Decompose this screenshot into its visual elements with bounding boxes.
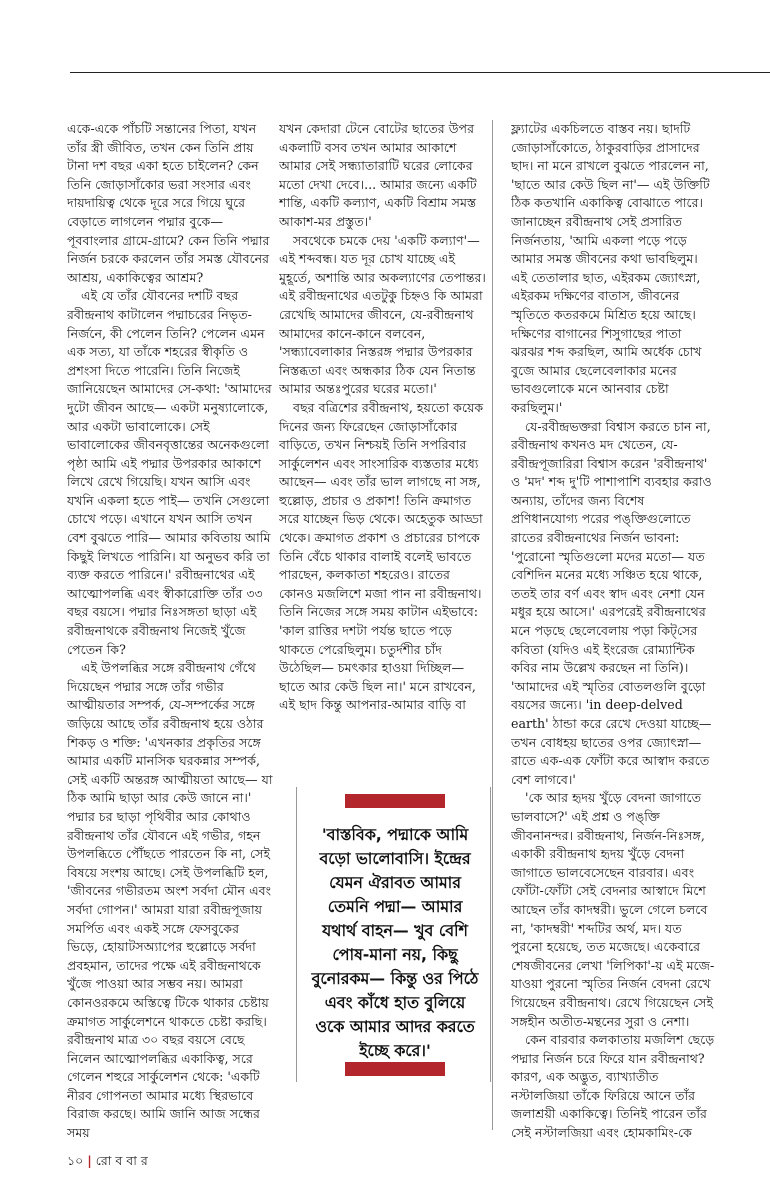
paragraph: এই উপলব্ধির সঙ্গে রবীন্দ্রনাথ গেঁথে দিয়েছেন পদ্মার সঙ্গে তাঁর গভীর আত্মীয়তার সম্পর্ক, যে-সম্পর্কের সঙ্গে জড়িয়ে আছে তাঁর রবীন্দ্রনাথ হয়ে ওঠার শিকড় ও শক্তি: 'এখনকার প্রকৃতির সঙ্গে আমার একটি মানসিক ঘরকন্নার সম্পর্ক, সেই একটি অন্তরঙ্গ আত্মীয়তা আছে— যা ঠিক আমি ছাড়া আর কেউ জানে না।' পদ্মার চর ছাড়া পৃথিবীর আর কোথাও রবীন্দ্রনাথ তাঁর যৌবনে এই গভীর, গহন উপলব্ধিতে পৌঁছতে পারতেন কি না, সেই বিষয়ে সংশয় আছে। সেই উপলব্ধিটি হল, 'জীবনের গভীরতম অংশ সর্বদা মৌন এবং সর্বদা গোপন।' আমরা যারা রবীন্দ্রপূজায় সমর্পিত এবং একই সঙ্গে ফেসবুকের ভিড়ে, হোয়াটসঅ্যাপের হুল্লোড়ে সর্বদা প্রবহমান, তাদের পক্ষে এই রবীন্দ্রনাথকে খুঁজে পাওয়া আর সম্ভব নয়। আমরা কোনওরকমে অস্তিত্বে টিকে থাকার চেষ্টায় ক্রমাগত সার্কুলেশনে থাকতে চেষ্টা করছি। রবীন্দ্রনাথ মাত্র ৩০ বছর বয়সে বেছে নিলেন আত্মোপলব্ধির একাকিত্ব, সরে গেলেন শহুরে সার্কুলেশন থেকে: 'একটি নীরব গোপনতা আমার মধ্যে স্থিরভাবে বিরাজ করছে। আমি জানি আজ সন্ধের সময় xyxy=(67,660,273,1141)
column-divider xyxy=(492,120,493,1130)
paragraph: 'কে আর হৃদয় খুঁড়ে বেদনা জাগাতে ভালবাসে?' এই প্রশ্ন ও পঙ্‌ক্তি জীবনানন্দর। রবীন্দ্রনাথ, নির্জন-নিঃসঙ্গ, একাকী রবীন্দ্রনাথ হৃদয় খুঁড়ে বেদনা জাগাতে ভালবেসেছেন বারবার। এবং ফোঁটা-ফোঁটা সেই বেদনার আস্বাদে মিশে আছেন তাঁর কাদম্বরী। ভুলে গেলে চলবে না, 'কাদম্বরী' শব্দটির অর্থ, মদ। যত পুরনো হয়েছে, তত মজেছে। একেবারে শেষজীবনের লেখা 'লিপিকা'-য় এই মজে-যাওয়া পুরনো স্মৃতির নির্জন বেদনা রেখে গিয়েছেন রবীন্দ্রনাথ। রেখে গিয়েছেন সেই সঙ্গহীন অতীত-মন্থনের সুরা ও নেশা। xyxy=(511,790,715,1029)
pull-quote-top-bar xyxy=(345,794,445,808)
paragraph: যে-রবীন্দ্রভক্তরা বিশ্বাস করতে চান না, রবীন্দ্রনাথ কখনও মদ খেতেন, যে-রবীন্দ্রপূজারিরা বিশ্বাস করেন 'রবীন্দ্রনাথ' ও 'মদ' শব্দ দু'টি পাশাপাশি ব্যবহার করাও অন্যায়, তাঁদের জন্য বিশেষ প্রণিধানযোগ্য পরের পঙ্‌ক্তিগুলোতে রাতের রবীন্দ্রনাথের নির্জন ভাবনা: 'পুরোনো স্মৃতিগুলো মদের মতো— যত বেশিদিন মনের মধ্যে সঞ্চিত হয়ে থাকে, ততই তার বর্ণ এবং স্বাদ এবং নেশা যেন মধুর হয়ে আসে।' এরপরেই রবীন্দ্রনাথের মনে পড়ছে ছেলেবেলায় পড়া কিট্‌সের কবিতা (যদিও এই ইংরেজ রোম্যান্টিক কবির নাম উল্লেখ করছেন না তিনি)। 'আমাদের এই স্মৃতির বোতলগুলি বুড়ো বয়সের জন্যে। 'in deep-delved earth' ঠান্ডা করে রেখে দেওয়া যাচ্ছে— তখন বোধহয় ছাতের ওপর জ্যোৎস্না— রাতে এক-এক ফোঁটা করে আস্বাদ করতে বেশ লাগবে।' xyxy=(511,418,712,787)
pull-quote: 'বাস্তবিক, পদ্মাকে আমি বড়ো ভালোবাসি। ইন্দ্রের যেমন ঐরাবত আমার তেমনি পদ্মা— আমার যথার্থ বাহন— খুব বেশি পোষ-মানা নয়, কিছু বুনোরকম— কিন্তু ওর পিঠে এবং কাঁধে হাত বুলিয়ে ওকে আমার আদর করতে ইচ্ছে করে।' xyxy=(311,825,479,1060)
paragraph: সবথেকে চমকে দেয় 'একটি কল্যাণ'— এই শব্দবন্ধ। যত দূর চোখ যাচ্ছে এই মুহূর্তে, অশান্তি আর অকল্যাণের তেপান্তর। এই রবীন্দ্রনাথের এতটুকু চিহ্নও কি আমরা রেখেছি আমাদের জীবনে, যে-রবীন্দ্রনাথ আমাদের কানে-কানে বলবেন, 'সন্ধ্যাবেলাকার নিস্তরঙ্গ পদ্মার উপরকার নিস্তব্ধতা এবং অন্ধকার ঠিক যেন নিতান্ত আমার অন্তঃপুরের ঘরের মতো।' xyxy=(279,232,486,397)
paragraph: ফ্ল্যাটের একচিলতে বাস্তব নয়। ছাদটি জোড়াসাঁকোতে, ঠাকুরবাড়ির প্রাসাদের ছাদ। না মনে রাখলে বুঝতে পারলেন না, 'ছাতে আর কেউ ছিল না'— এই উক্তিটি ঠিক কতখানি একাকিত্ব বোঝাতে পারে। জানাচ্ছেন রবীন্দ্রনাথ সেই প্রসারিত নির্জনতায়, 'আমি একলা পড়ে পড়ে আমার সমস্ত জীবনের কথা ভাবছিলুম। এই তেতালার ছাত, এইরকম জ্যোৎস্না, এইরকম দক্ষিণের বাতাস, জীবনের স্মৃতিতে কতরকমে মিশ্রিত হয়ে আছে। দক্ষিণের বাগানের শিসুগাছের পাতা ঝরঝর শব্দ করছিল, আমি অর্ধেক চোখ বুজে আমার ছেলেবেলাকার মনের ভাবগুলোকে মনে আনবার চেষ্টা করছিলুম।' xyxy=(511,121,710,415)
paragraph: বছর বত্রিশের রবীন্দ্রনাথ, হয়তো কয়েক দিনের জন্য ফিরেছেন জোড়াসাঁকোর বাড়িতে, তখন নিশ্চয়ই তিনি সপরিবার সার্কুলেশন এবং সাংসারিক ব্যস্ততার মধ্যে আছেন— এবং তাঁর ভাল লাগছে না সঙ্গ, হুল্লোড়, প্রচার ও প্রকাশ! তিনি ক্রমাগত সরে যাচ্ছেন ভিড় থেকে। অহেতুক আড্ডা থেকে। ক্রমাগত প্রকাশ ও প্রচারের চাপকে তিনি বেঁচে থাকার বালাই বলেই ভাবতে পারছেন, কলকাতা শহরেও। রাতের কোনও মজলিশে মজা পান না রবীন্দ্রনাথ। তিনি নিজের সঙ্গে সময় কাটান এইভাবে: 'কাল রাত্তির দশটা পর্যন্ত ছাতে পড়ে থাকতে পেরেছিলুম। চতুর্দশীর চাঁদ উঠেছিল— চমৎকার হাওয়া দিচ্ছিল— ছাতে আর কেউ ছিল না।' মনে রাখবেন, এই ছাদ কিন্তু আপনার-আমার বাড়ি বা xyxy=(279,399,484,713)
page-footer xyxy=(67,1153,148,1173)
paragraph: যখন কেদারা টেনে বোটের ছাতের উপর একলাটি বসব তখন আমার আকাশে আমার সেই সন্ধ্যাতারাটি ঘরের লোকের মতো দেখা দেবে।... আমার জন্যে একটি শান্তি, একটি কল্যাণ, একটি বিশ্রাম সমস্ত আকাশ-মর প্রস্তুত।' xyxy=(279,121,477,229)
pull-quote-bottom-bar xyxy=(345,1062,445,1076)
article-column-2 xyxy=(279,120,486,780)
header-rule xyxy=(70,72,770,73)
section-name: রো ব বা র xyxy=(95,1153,148,1168)
article-column-3 xyxy=(511,120,715,1145)
article-column-1 xyxy=(67,120,273,1145)
folio-separator: | xyxy=(87,1153,92,1168)
pull-quote-border-left xyxy=(296,787,297,1082)
paragraph: কেন বারবার কলকাতায় মজলিশ ছেড়ে পদ্মার নির্জন চরে ফিরে যান রবীন্দ্রনাথ? কারণ, এক অদ্ভুত, ব্যাখ্যাতীত নস্টালজিয়া তাঁকে ফিরিয়ে আনে তাঁর জলাশ্রয়ী একাকিত্বে। তিনিই পারেন তাঁর সেই নস্টালজিয়া এবং হোমকামিং-কে xyxy=(511,1032,715,1141)
page-number: ১০ xyxy=(67,1153,84,1168)
paragraph: এই যে তাঁর যৌবনের দশটি বছর রবীন্দ্রনাথ কাটালেন পদ্মাচরের নিভৃত-নির্জনে, কী পেলেন তিনি? পেলেন এমন এক সত্য, যা তাঁকে শহরের স্বীকৃতি ও প্রশংসা দিতে পারেনি। তিনি নিজেই জানিয়েছেন আমাদের সে-কথা: 'আমাদের দুটো জীবন আছে— একটা মনুষ্যালোকে, আর একটা ভাবালোকে। সেই ভাবালোকের জীবনবৃত্তান্তের অনেকগুলো পৃষ্ঠা আমি এই পদ্মার উপরকার আকাশে লিখে রেখে গিয়েছি। যখন আসি এবং যখনি একলা হতে পাই— তখনি সেগুলো চোখে পড়ে। এখানে যখন আসি তখন বেশ বুঝতে পারি— আমার কবিতায় আমি কিছুই লিখতে পারিনি। যা অনুভব করি তা ব্যক্ত করতে পারিনে।' রবীন্দ্রনাথের এই আত্মোপলব্ধি এবং স্বীকারোক্তি তাঁর ৩৩ বছর বয়সে। পদ্মার নিঃসঙ্গতা ছাড়া এই রবীন্দ্রনাথকে রবীন্দ্রনাথ নিজেই খুঁজে পেতেন কি? xyxy=(67,288,272,657)
pull-quote-border-right xyxy=(490,787,491,1082)
paragraph: একে-একে পাঁচটি সন্তানের পিতা, যখন তাঁর স্ত্রী জীবিত, তখন কেন তিনি প্রায় টানা দশ বছর একা হতে চাইলেন? কেন তিনি জোড়াসাঁকোর ভরা সংসার এবং দায়দায়িত্ব থেকে দূরে সরে গিয়ে ঘুরে বেড়াতে লাগলেন পদ্মার বুকে— পূববাংলার গ্রামে-গ্রামে? কেন তিনি পদ্মার নির্জন চরকে করলেন তাঁর সমস্ত যৌবনের আশ্রয়, একাকিত্বের আশ্রম? xyxy=(67,121,270,285)
